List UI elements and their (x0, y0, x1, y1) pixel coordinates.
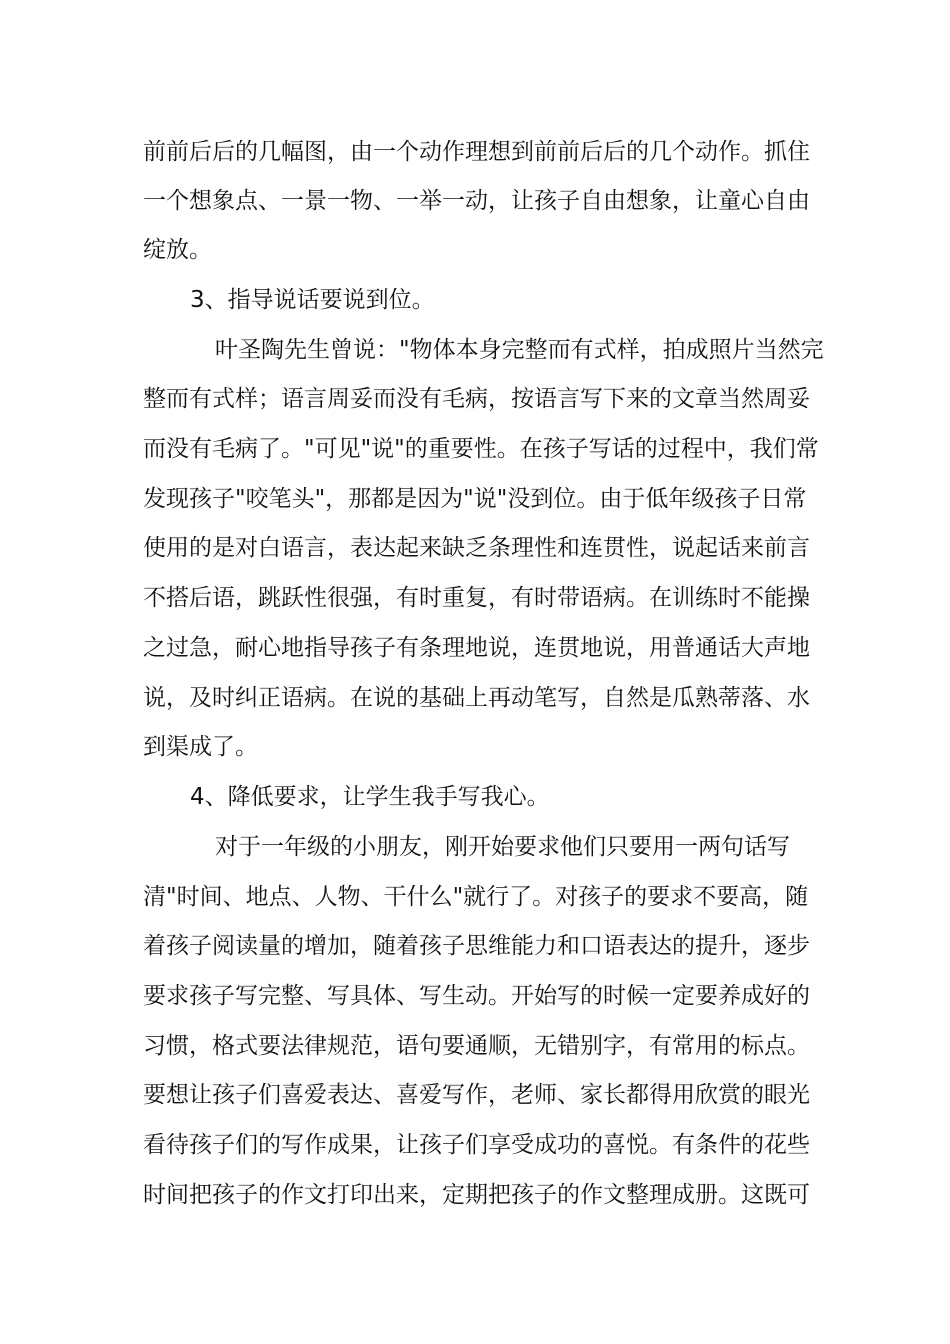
body-text-line: 看待孩子们的写作成果，让孩子们享受成功的喜悦。有条件的花些 (143, 1132, 810, 1158)
body-text-line: 要想让孩子们喜爱表达、喜爱写作，老师、家长都得用欣赏的眼光 (143, 1082, 810, 1108)
body-text-line: 而没有毛病了。"可见"说"的重要性。在孩子写话的过程中，我们常 (143, 436, 819, 462)
body-text-line: 叶圣陶先生曾说："物体本身完整而有式样，拍成照片当然完 (215, 337, 824, 363)
body-text-line: 绽放。 (143, 237, 212, 263)
body-text-line: 说，及时纠正语病。在说的基础上再动笔写，自然是瓜熟蒂落、水 (143, 685, 810, 711)
body-text-line: 一个想象点、一景一物、一举一动，让孩子自由想象，让童心自由 (143, 188, 810, 214)
body-text-line: 之过急，耐心地指导孩子有条理地说，连贯地说，用普通话大声地 (143, 635, 810, 661)
body-text-line: 不搭后语，跳跃性很强，有时重复，有时带语病。在训练时不能操 (143, 585, 810, 611)
body-text-line: 对于一年级的小朋友，刚开始要求他们只要用一两句话写 (215, 834, 790, 860)
body-text-line: 前前后后的几幅图，由一个动作理想到前前后后的几个动作。抓住 (143, 139, 810, 165)
body-text-line: 整而有式样；语言周妥而没有毛病，按语言写下来的文章当然周妥 (143, 386, 810, 412)
body-text-line: 习惯，格式要法律规范，语句要通顺，无错别字，有常用的标点。 (143, 1033, 810, 1059)
section-heading-4: 4、降低要求，让学生我手写我心。 (190, 784, 550, 810)
body-text-line: 要求孩子写完整、写具体、写生动。开始写的时候一定要养成好的 (143, 983, 810, 1009)
body-text-line: 使用的是对白语言，表达起来缺乏条理性和连贯性，说起话来前言 (143, 535, 810, 561)
body-text-line: 到渠成了。 (143, 734, 258, 760)
body-text-line: 发现孩子"咬笔头"，那都是因为"说"没到位。由于低年级孩子日常 (143, 486, 807, 512)
body-text-line: 清"时间、地点、人物、干什么"就行了。对孩子的要求不要高，随 (143, 884, 809, 910)
body-text-line: 着孩子阅读量的增加，随着孩子思维能力和口语表达的提升，逐步 (143, 933, 810, 959)
section-heading-3: 3、指导说话要说到位。 (190, 287, 435, 313)
body-text-line: 时间把孩子的作文打印出来，定期把孩子的作文整理成册。这既可 (143, 1182, 810, 1208)
